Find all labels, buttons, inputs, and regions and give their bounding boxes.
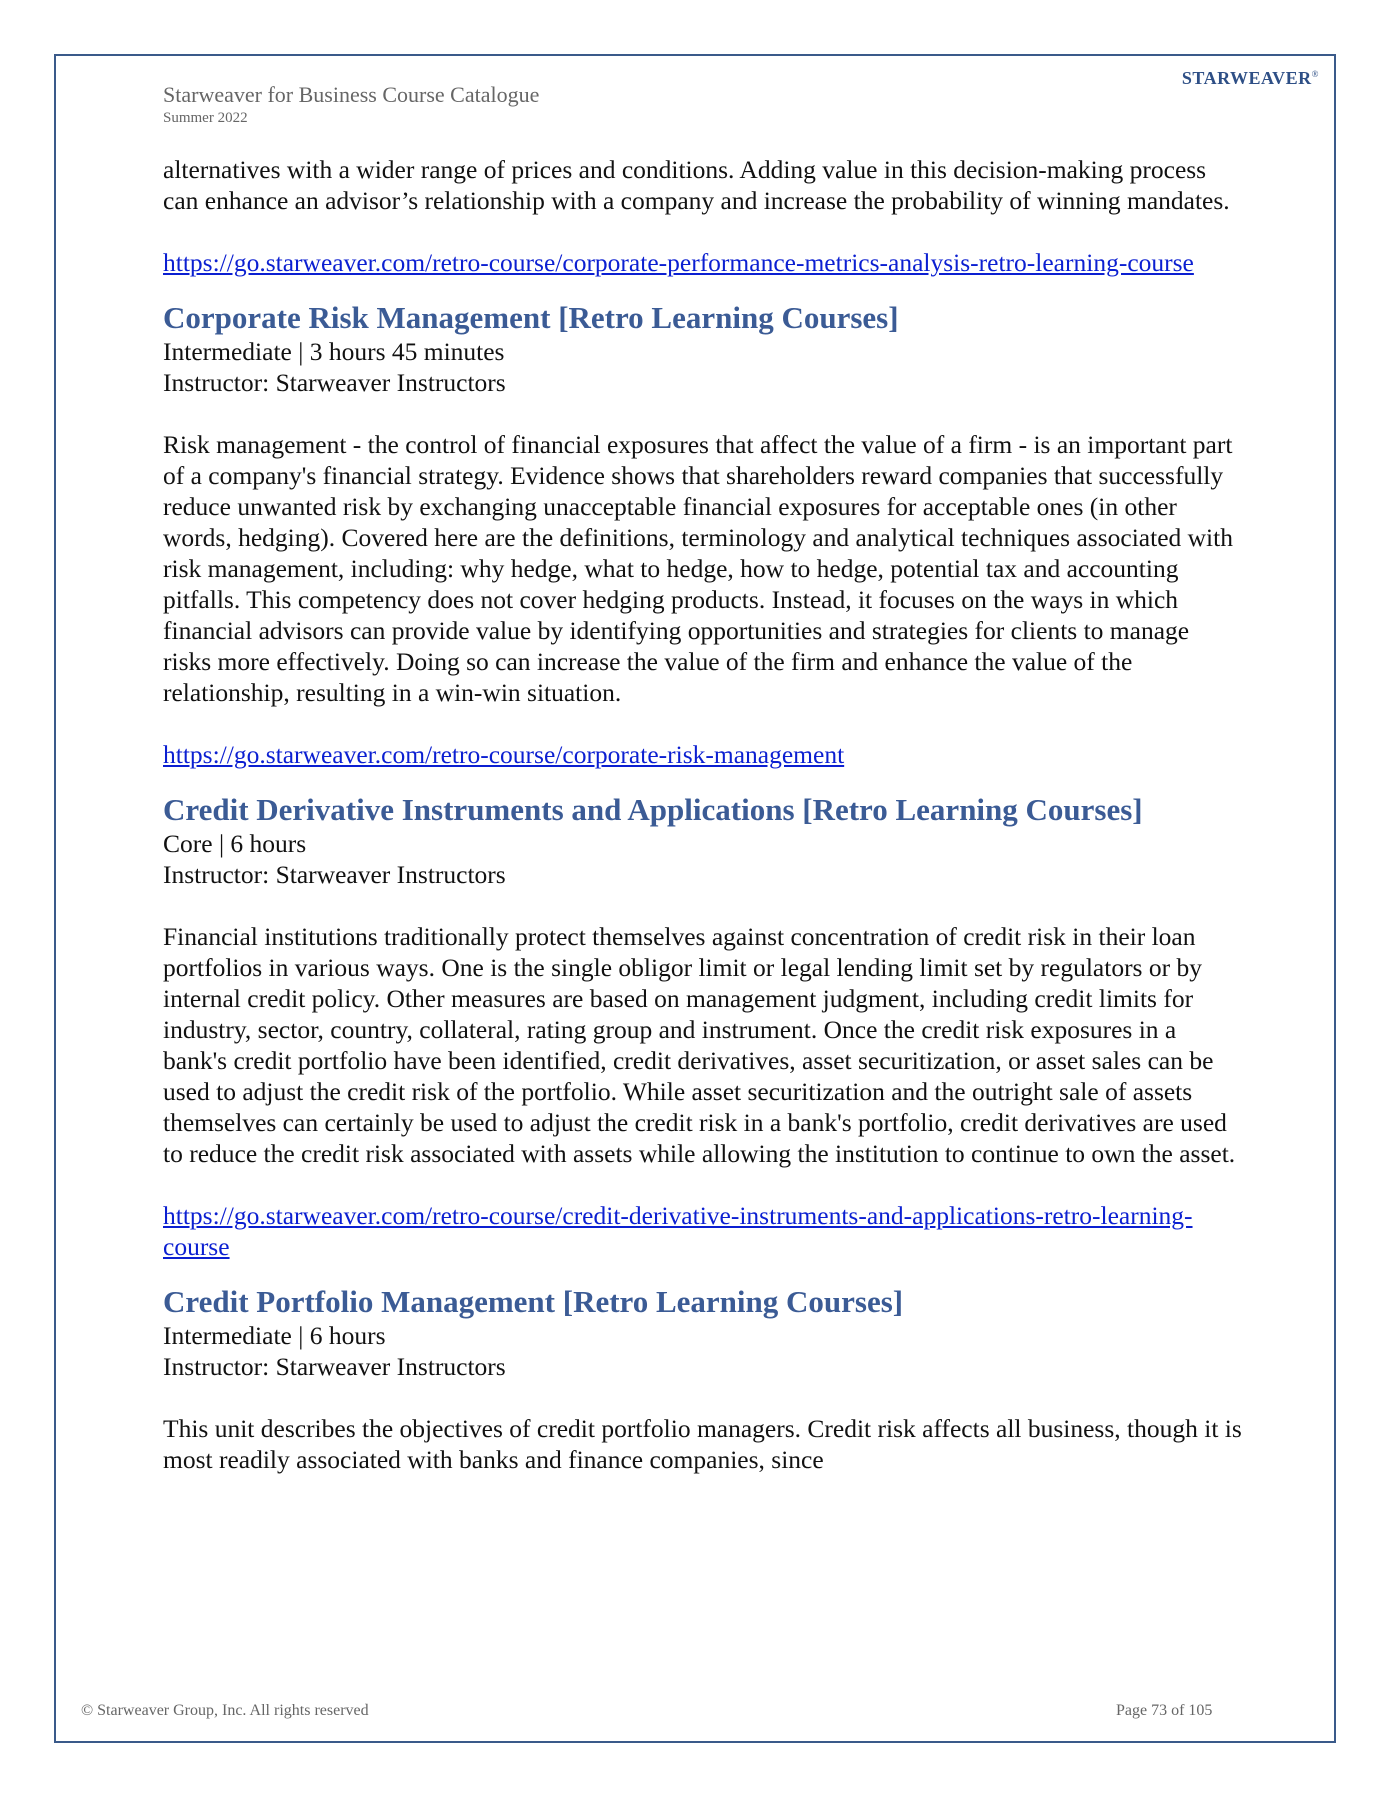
course-title: Credit Derivative Instruments and Applications [Retro Learning Courses] bbox=[163, 792, 1143, 827]
page-content bbox=[163, 154, 1243, 1475]
course-link[interactable]: https://go.starweaver.com/retro-course/credit-derivative-instruments-and-applications-retro-learning-course bbox=[163, 1201, 1193, 1261]
course-entry bbox=[163, 1284, 1243, 1475]
course-meta: Core | 6 hours bbox=[163, 829, 307, 858]
intro-paragraph: alternatives with a wider range of prices and conditions. Adding value in this decision-making process can enhance an advisor’s relationship with a company and increase the probability of winning mandates. bbox=[163, 155, 1230, 215]
course-link[interactable]: https://go.starweaver.com/retro-course/corporate-risk-management bbox=[163, 740, 845, 769]
brand-logo: STARWEAVER® bbox=[1181, 68, 1319, 88]
course-instructor: Instructor: Starweaver Instructors bbox=[163, 1352, 506, 1381]
footer-copyright: © Starweaver Group, Inc. All rights reserved bbox=[81, 1702, 369, 1719]
catalogue-edition: Summer 2022 bbox=[163, 110, 248, 126]
course-description: This unit describes the objectives of credit portfolio managers. Credit risk affects all business, though it is most readily associated with banks and finance companies, since bbox=[163, 1414, 1242, 1474]
catalogue-title: Starweaver for Business Course Catalogue bbox=[163, 82, 540, 107]
course-link[interactable]: https://go.starweaver.com/retro-course/corporate-performance-metrics-analysis-retro-learning-course bbox=[163, 248, 1194, 277]
course-entry bbox=[163, 300, 1243, 770]
course-meta: Intermediate | 3 hours 45 minutes bbox=[163, 337, 505, 366]
course-instructor: Instructor: Starweaver Instructors bbox=[163, 860, 506, 889]
page-number: Page 73 of 105 bbox=[1116, 1702, 1213, 1719]
course-description: Risk management - the control of financial exposures that affect the value of a firm - is an important part of a company's financial strategy. Evidence shows that shareholders reward companies that successfully reduce unwanted risk by exchanging unacceptable financial exposures for acceptable ones (in other words, hedging). Covered here are the definitions, terminology and analytical techniques associated with risk management, including: why hedge, what to hedge, how to hedge, potential tax and accounting pitfalls. This competency does not cover hedging products. Instead, it focuses on the ways in which financial advisors can provide value by identifying opportunities and strategies for clients to manage risks more effectively. Doing so can increase the value of the firm and enhance the value of the relationship, resulting in a win-win situation. bbox=[163, 430, 1233, 707]
course-description: Financial institutions traditionally protect themselves against concentration of credit risk in their loan portfolios in various ways. One is the single obligor limit or legal lending limit set by regulators or by internal credit policy. Other measures are based on management judgment, including credit limits for industry, sector, country, collateral, rating group and instrument. Once the credit risk exposures in a bank's credit portfolio have been identified, credit derivatives, asset securitization, or asset sales can be used to adjust the credit risk of the portfolio. While asset securitization and the outright sale of assets themselves can certainly be used to adjust the credit risk in a bank's portfolio, credit derivatives are used to reduce the credit risk associated with assets while allowing the institution to continue to own the asset. bbox=[163, 922, 1236, 1168]
course-title: Corporate Risk Management [Retro Learning Courses] bbox=[163, 300, 899, 335]
course-meta: Intermediate | 6 hours bbox=[163, 1321, 386, 1350]
course-entry bbox=[163, 792, 1243, 1262]
course-title: Credit Portfolio Management [Retro Learning Courses] bbox=[163, 1284, 904, 1319]
course-instructor: Instructor: Starweaver Instructors bbox=[163, 368, 506, 397]
